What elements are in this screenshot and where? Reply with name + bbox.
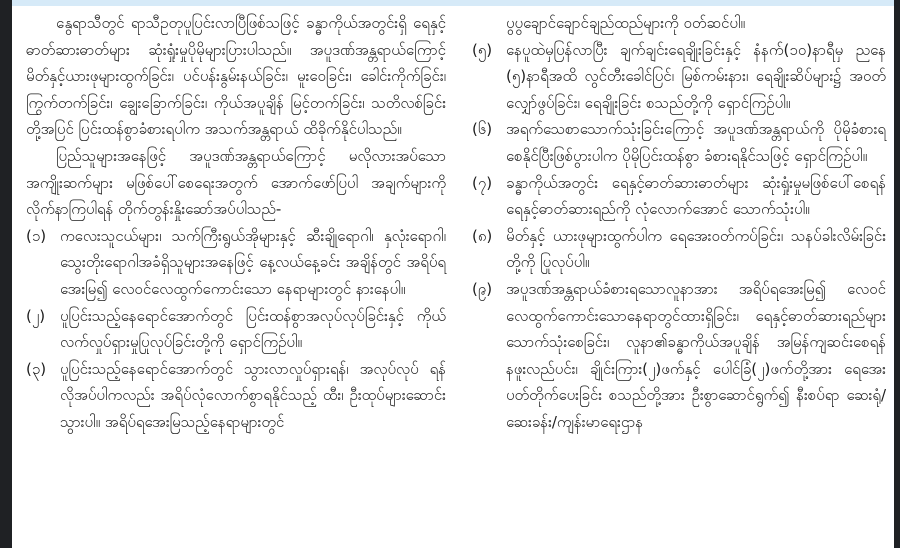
list-item-number: (၂) bbox=[26, 306, 46, 325]
list-item-number: (၉) bbox=[472, 279, 493, 298]
list-item bbox=[472, 116, 886, 169]
list-item-text: ခန္ဓာကိုယ်အတွင်း ရေနှင့်ဓာတ်ဆားဓာတ်များ ဆုံးရှုံးမှုမဖြစ်ပေါ်စေရန် ရေနှင့်ဓာတ်ဆားရည်ကို လုံလောက်အောင် သောက်သုံးပါ။ bbox=[506, 173, 886, 219]
list-item-text: ပူပြင်းသည့်နေရောင်အောက်တွင် ပြင်းထန်စွာအလုပ်လုပ်ခြင်းနှင့် ကိုယ်လက်လှုပ်ရှားမှုပြုလုပ်ခြင်းတို့ကို ရှောင်ကြဉ်ပါ။ bbox=[60, 306, 446, 352]
list-item bbox=[26, 303, 446, 356]
list-item-number: (၆) bbox=[472, 120, 493, 139]
list-item bbox=[472, 37, 886, 117]
intro-paragraph: နွေရာသီတွင် ရာသီဥတုပူပြင်းလာပြီဖြစ်သဖြင့် ခန္ဓာကိုယ်အတွင်းရှိ ရေနှင့် ဓာတ်ဆားဓာတ်များ ဆုံးရှုံးမှုပိုမိုများပြားပါသည်။ အပူဒဏ်အန္တရာယ်ကြောင့် မိတ်နှင့်ယားဖုများထွက်ခြင်း၊ ပင်ပန်းနွမ်းနယ်ခြင်း၊ မူးဝေခြင်း၊ ခေါင်းကိုက်ခြင်း၊ ကြွက်တက်ခြင်း၊ ချွေးခြောက်ခြင်း၊ ကိုယ်အပူချိန် မြင့်တက်ခြင်း၊ သတိလစ်ခြင်းတို့အပြင် ပြင်းထန်စွာခံစားရပါက အသက်အန္တရာယ် ထိခိုက်နိုင်ပါသည်။ bbox=[26, 14, 446, 139]
list-item-number: (၁) bbox=[26, 226, 47, 245]
list-item bbox=[472, 170, 886, 223]
continued-text: ပွပွချောင်ချောင်ချည်ထည်များကို ဝတ်ဆင်ပါ။ bbox=[506, 14, 746, 32]
right-column bbox=[472, 10, 886, 436]
list-item-number: (၈) bbox=[472, 226, 493, 245]
list-item bbox=[472, 276, 886, 436]
list-item-text: အပူဒဏ်အန္တရာယ်ခံစားရသောလူနာအား အရိပ်ရအေးမြ၍ လေဝင် လေထွက်ကောင်းသောနေရာတွင်ထားရှိခြင်း၊ ရေနှင့်ဓာတ်ဆားရည်များသောက်သုံးစေခြင်း၊ လူနာ၏ခန္ဓာကိုယ်အပူချိန် အမြန်ကျဆင်းစေရန် နဖူးလည်ပင်း၊ ချိုင်းကြား(၂)ဖက်နှင့် ပေါင်ခြံ(၂)ဖက်တို့အား ရေအေးပတ်တိုက်ပေးခြင်း စသည်တို့အား ဦးစွာဆောင်ရွက်၍ နီးစပ်ရာ ဆေးရုံ/ဆေးခန်း/ကျန်းမာရေးဌာန bbox=[506, 279, 886, 431]
left-column bbox=[26, 10, 446, 436]
document-page bbox=[12, 0, 894, 548]
list-item-number: (၇) bbox=[472, 173, 493, 192]
list-item-number: (၃) bbox=[26, 359, 47, 378]
list-item-text: ပူပြင်းသည့်နေရောင်အောက်တွင် သွားလာလှုပ်ရှားရန်၊ အလုပ်လုပ် ရန် လိုအပ်ပါကလည်း အရိပ်လုံလောက်စွာရနိုင်သည့် ထီး၊ ဦးထုပ်များဆောင်းသွားပါ။ အရိပ်ရအေးမြသည့်နေရာများတွင် bbox=[60, 359, 446, 431]
header-band bbox=[12, 0, 894, 6]
advice-intro-paragraph: ပြည်သူများအနေဖြင့် အပူဒဏ်အန္တရာယ်ကြောင့် မလိုလားအပ်သော အကျိုးဆက်များ မဖြစ်ပေါ်စေရေးအတွက် အောက်ဖော်ပြပါ အချက်များကို လိုက်နာကြပါရန် တိုက်တွန်းနှိုးဆော်အပ်ပါသည်- bbox=[26, 146, 446, 219]
list-item bbox=[26, 223, 446, 303]
list-item-number: (၅) bbox=[472, 40, 493, 59]
list-item-text: ကလေးသူငယ်များ၊ သက်ကြီးရွယ်အိုများနှင့် ဆီးချိုရောဂါ၊ နှလုံးရောဂါ၊ သွေးတိုးရောဂါအခံရှိသူများအနေဖြင့် နေ့လယ်နေ့ခင်း အချိန်တွင် အရိပ်ရအေးမြ၍ လေဝင်လေထွက်ကောင်းသော နေရာများတွင် နားနေပါ။ bbox=[60, 226, 446, 298]
list-item bbox=[472, 223, 886, 276]
list-item-text: မိတ်နှင့် ယားဖုများထွက်ပါက ရေအေးဝတ်ကပ်ခြင်း၊ သနပ်ခါးလိမ်းခြင်းတို့ကို ပြုလုပ်ပါ။ bbox=[506, 226, 886, 272]
list-item bbox=[26, 356, 446, 436]
list-item-text: နေပူထဲမှပြန်လာပြီး ချက်ချင်းရေချိုးခြင်းနှင့် နံနက်(၁၀)နာရီမှ ညနေ (၅)နာရီအထိ လွင်တီးခေါင်ပြင်၊ မြစ်ကမ်းနား၊ ရေချိုးဆိပ်များ၌ အဝတ်လျှော်ဖွပ်ခြင်း၊ ရေချိုးခြင်း စသည်တို့ကို ရှောင်ကြဉ်ပါ။ bbox=[506, 40, 886, 112]
list-item-text: အရက်သေစာသောက်သုံးခြင်းကြောင့် အပူဒဏ်အန္တရာယ်ကို ပိုမိုခံစားရစေနိုင်ပြီးဖြစ်ပွားပါက ပိုမိုပြင်းထန်စွာ ခံစားရနိုင်သဖြင့် ရှောင်ကြဉ်ပါ။ bbox=[506, 120, 886, 165]
